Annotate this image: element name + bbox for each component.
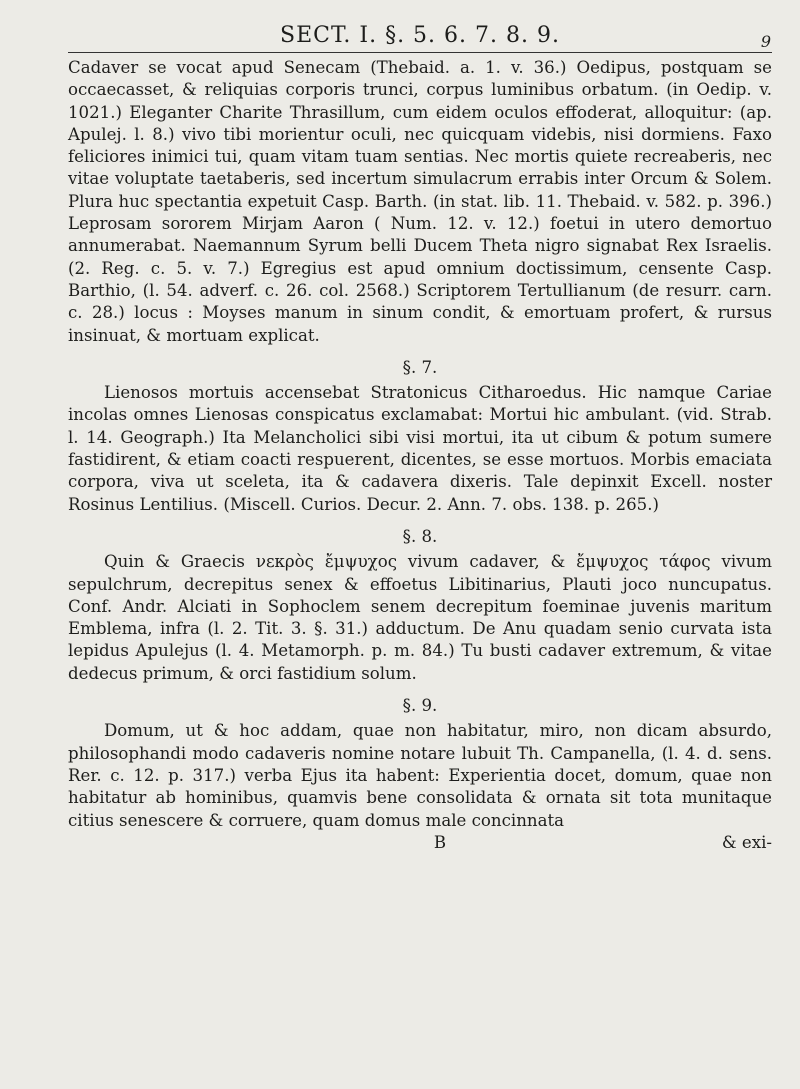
header-title: SECT. I. §. 5. 6. 7. 8. 9.: [280, 23, 560, 48]
paragraph-2: Lienosos mortuis accensebat Stratonicus Citharoedus. Hic namque Cariae incolas omnes Lienosas conspicatus exclamabat: Mortui hic ambulant. (vid. Strab. l. 14. Geograph.) Ita Melancholici sibi visi mortui, ita ut cibum & potum sumere fastidirent, & etiam coacti respuerent, dicentes, se esse mortuos. Morbis emaciata corpora, viva ut sceleta, ita & cadavera dixeris. Tale depinxit Excell. noster Rosinus Lentilius. (Miscell. Curios. Decur. 2. Ann. 7. obs. 138. p. 265.): [68, 383, 772, 514]
paragraph-1: Cadaver se vocat apud Senecam (Thebaid. a. 1. v. 36.) Oedipus, postquam se occaecasset, & reliquias corporis trunci, corpus luminibus orbatum. (in Oedip. v. 1021.) Eleganter Charite Thrasillum, cum eidem oculos effoderat, alloquitur: (ap. Apulej. l. 8.) vivo tibi morientur oculi, nec quicquam videbis, nisi dormiens. Faxo feliciores inimici tui, quam vitam tuam sentias. Nec mortis quiete recreaberis, nec vitae voluptate taetaberis, sed incertum simulacrum errabis inter Orcum & Solem. Plura huc spectantia expetuit Casp. Barth. (in stat. lib. 11. Thebaid. v. 582. p. 396.) Leprosam sororem Mirjam Aaron ( Num. 12. v. 12.) foetui in utero demortuo annumerabat. Naemannum Syrum belli Ducem Theta nigro signabat Rex Israelis. (2. Reg. c. 5. v. 7.) Egregius est apud omnium doctissimum, censente Casp. Barthio, (l. 54. adverf. c. 26. col. 2568.) Scriptorem Tertullianum (de resurr. carn. c. 28.) locus : Moyses manum in sinum condit, & emortuam profert, & rursus insinuat, & mortuam explicat.: [68, 58, 772, 345]
header-rule: [68, 52, 772, 53]
paragraph-3: Quin & Graecis νεκρὸς ἔμψυχος vivum cadaver, & ἔμψυχος τάφος vivum sepulchrum, decrepitus senex & effoetus Libitinarius, Plauti joco nuncupatus. Conf. Andr. Alciati in Sophoclem senem decrepitum foeminae juvenis maritum Emblema, infra (l. 2. Tit. 3. §. 31.) adductum. De Anu quadam senio curvata ista lepidus Apulejus (l. 4. Metamorph. p. m. 84.) Tu busti cadaver extremum, & vitae dedecus primum, & orci fastidium solum.: [68, 552, 772, 683]
paragraph-4: Domum, ut & hoc addam, quae non habitatur, miro, non dicam absurdo, philosophandi modo cadaveris nomine notare lubuit Th. Campanella, (l. 4. d. sens. Rer. c. 12. p. 317.) verba Ejus ita habent: Experientia docet, domum, quae non habitatur ab hominibus, quamvis bene consolidata & ornata sit tota munitaque citius senescere & corruere, quam domus male concinnata: [68, 721, 772, 830]
running-header: [68, 22, 772, 50]
section-heading-8: §. 8.: [402, 526, 438, 546]
page-number: 9: [760, 32, 772, 51]
section-heading-9: §. 9.: [402, 696, 438, 716]
catchword: & exi-: [721, 832, 772, 852]
signature-mark: B: [433, 832, 447, 852]
section-heading-7: §. 7.: [402, 357, 438, 377]
